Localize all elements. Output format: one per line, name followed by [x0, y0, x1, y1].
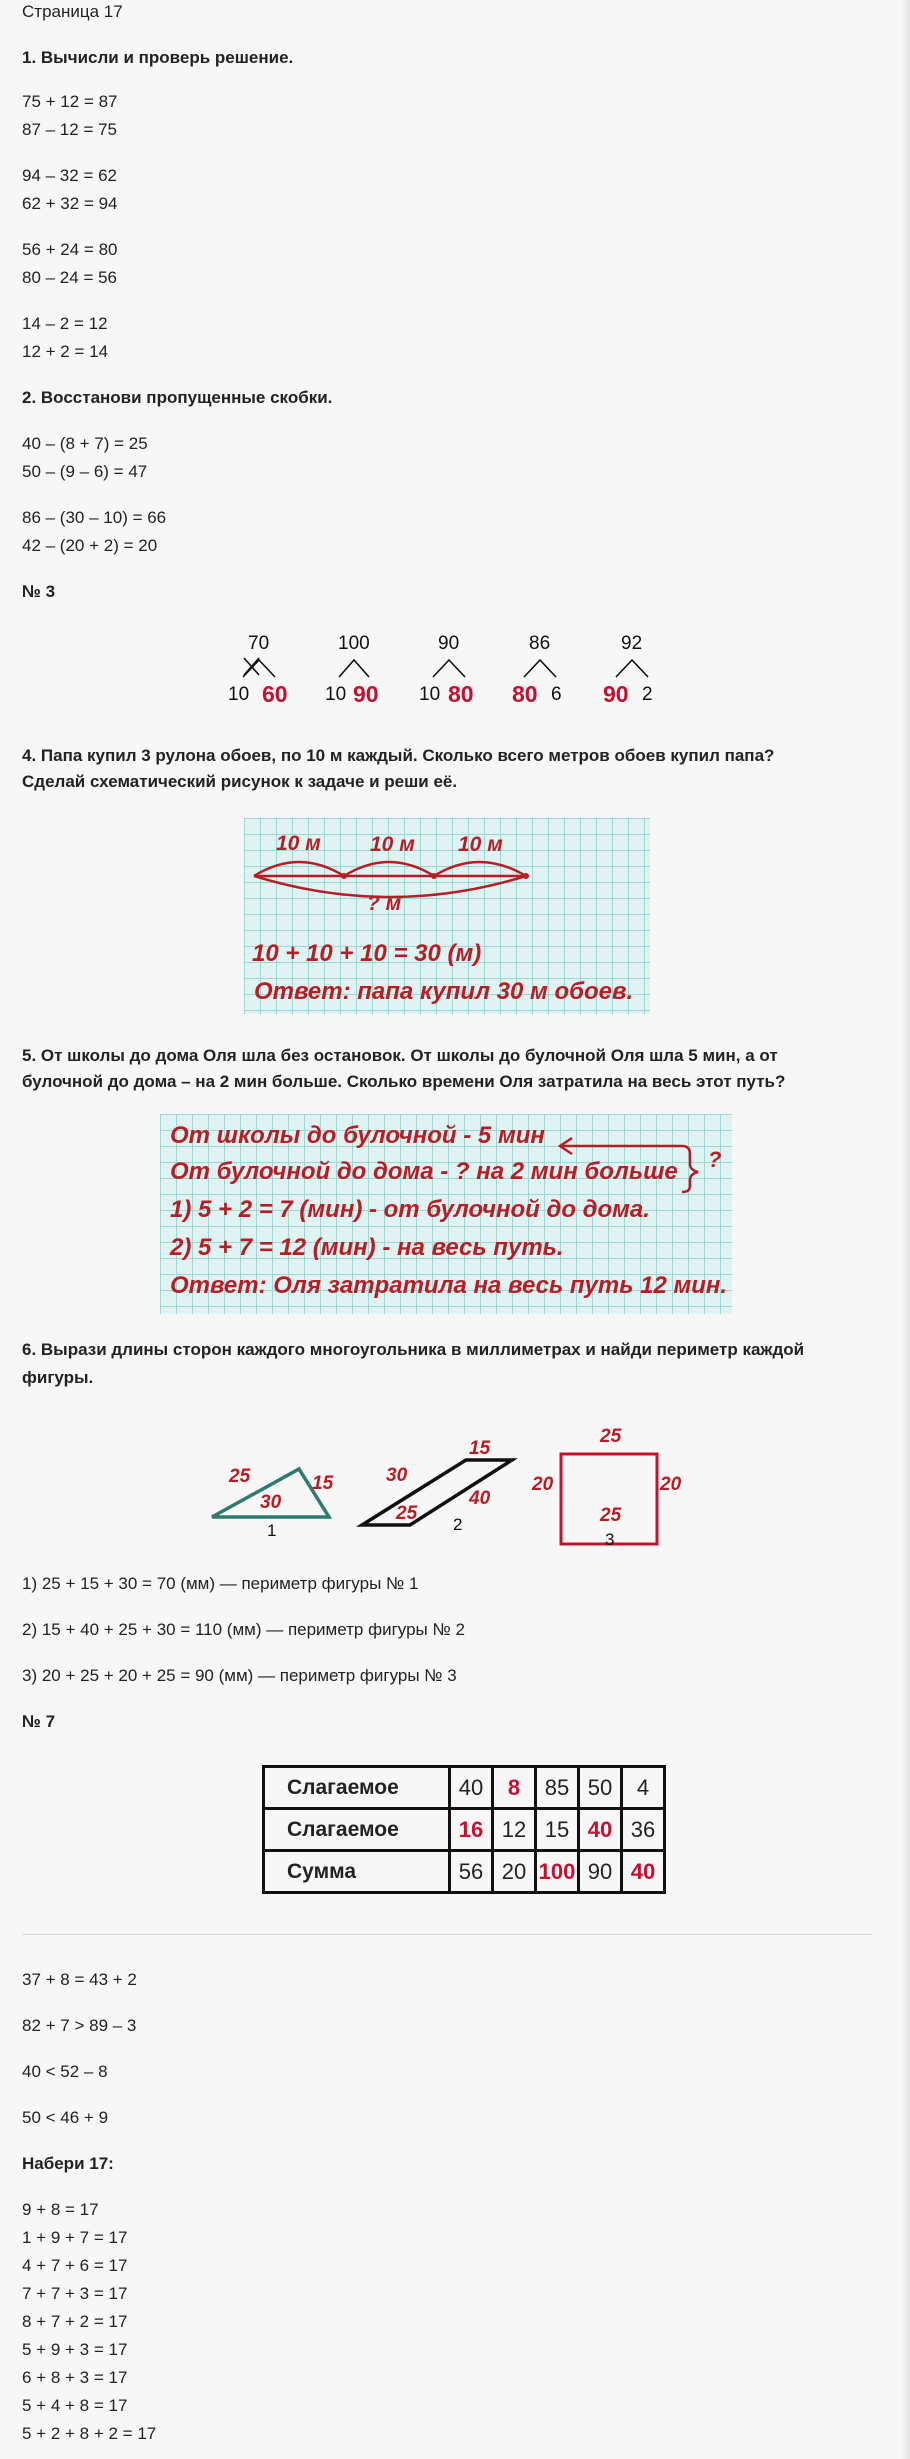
task5-line: 2) 5 + 7 = 12 (мин) - на весь путь.	[170, 1234, 564, 1261]
task2-line: 40 – (8 + 7) = 25	[22, 434, 148, 453]
tree-right: 60	[262, 681, 288, 707]
task6-result: 1) 25 + 15 + 30 = 70 (мм) — периметр фигуры № 1	[22, 1574, 419, 1593]
tree-branches	[0, 0, 910, 720]
task6-result: 3) 20 + 25 + 20 + 25 = 90 (мм) — периметр фигуры № 3	[22, 1666, 457, 1685]
tree-branch	[339, 660, 369, 677]
task5-line: От булочной до дома - ? на 2 мин больше	[170, 1158, 678, 1185]
task1-line: 80 – 24 = 56	[22, 268, 118, 287]
table-cell: 40	[450, 1767, 493, 1809]
scheme-label: 10 м	[276, 832, 321, 855]
task3-heading: № 3	[22, 582, 56, 601]
table-row	[264, 1851, 665, 1893]
table-cell: 40	[579, 1809, 622, 1851]
rectangle-side: 25	[600, 1426, 622, 1447]
triangle-side: 15	[312, 1473, 334, 1494]
tree-top: 70	[248, 633, 270, 654]
parallelogram-side: 25	[396, 1503, 418, 1524]
table-cell: 40	[622, 1851, 665, 1893]
brace	[682, 1146, 698, 1192]
tree-left: 80	[512, 681, 538, 707]
triangle-side: 30	[260, 1492, 282, 1513]
rectangle-label: 3	[605, 1530, 615, 1549]
compare-line: 82 + 7 > 89 – 3	[22, 2016, 137, 2035]
page-title: Страница 17	[22, 2, 123, 21]
task6-heading: 6. Вырази длины сторон каждого многоугольника в миллиметрах и найди периметр каждой	[22, 1340, 805, 1359]
task2-line: 42 – (20 + 2) = 20	[22, 536, 158, 555]
task4-solution: 10 + 10 + 10 = 30 (м)	[252, 940, 482, 967]
page-edge-shadow	[902, 0, 910, 2459]
tree-left: 10	[325, 684, 347, 705]
tree-left: 10	[228, 684, 250, 705]
task5-heading: 5. От школы до дома Оля шла без остановок. От школы до булочной Оля шла 5 мин, а от	[22, 1046, 778, 1065]
task1-line: 87 – 12 = 75	[22, 120, 118, 139]
tree-left: 90	[603, 681, 629, 707]
compare-line: 50 < 46 + 9	[22, 2108, 109, 2127]
task17-line: 4 + 7 + 6 = 17	[22, 2256, 128, 2275]
task2-line: 86 – (30 – 10) = 66	[22, 508, 167, 527]
task5-heading: булочной до дома – на 2 мин больше. Сколько времени Оля затратила на весь этот путь?	[22, 1072, 786, 1091]
tree-branch	[243, 660, 275, 677]
scheme-point	[431, 873, 437, 879]
task17-line: 7 + 7 + 3 = 17	[22, 2284, 128, 2303]
task1-line: 94 – 32 = 62	[22, 166, 118, 185]
brace-label: ?	[708, 1147, 722, 1172]
scheme-arc	[344, 862, 434, 876]
table-cell: 12	[493, 1809, 536, 1851]
row-header: Слагаемое	[264, 1809, 450, 1851]
tree-right: 2	[642, 684, 653, 705]
task17-heading: Набери 17:	[22, 2154, 114, 2173]
table-cell: 90	[579, 1851, 622, 1893]
task5-line: Ответ: Оля затратила на весь путь 12 мин.	[170, 1272, 728, 1299]
row-header: Сумма	[264, 1851, 450, 1893]
tree-top: 90	[438, 633, 460, 654]
task1-line: 75 + 12 = 87	[22, 92, 118, 111]
task5-line: 1) 5 + 2 = 7 (мин) - от булочной до дома.	[170, 1196, 650, 1223]
scheme-total-label: ? м	[367, 892, 402, 915]
scheme-point	[523, 873, 529, 879]
scheme-arc	[434, 862, 526, 876]
tree-left: 10	[419, 684, 441, 705]
polygons	[0, 1420, 910, 1560]
table-cell: 36	[622, 1809, 665, 1851]
task1-line: 14 – 2 = 12	[22, 314, 108, 333]
task2-heading: 2. Восстанови пропущенные скобки.	[22, 388, 333, 407]
tree-top: 100	[338, 633, 370, 654]
tree-right: 90	[353, 681, 379, 707]
tree-top: 92	[621, 633, 643, 654]
task17-line: 5 + 9 + 3 = 17	[22, 2340, 128, 2359]
section-divider	[22, 1934, 872, 1935]
scheme-arc	[254, 862, 344, 876]
task4-heading: 4. Папа купил 3 рулона обоев, по 10 м каждый. Сколько всего метров обоев купил папа?	[22, 746, 775, 765]
task1-line: 56 + 24 = 80	[22, 240, 118, 259]
table-cell: 85	[536, 1767, 579, 1809]
table-row	[264, 1809, 665, 1851]
parallelogram-label: 2	[453, 1515, 463, 1534]
rectangle-side: 20	[532, 1474, 554, 1495]
task17-line: 9 + 8 = 17	[22, 2200, 99, 2219]
task4-answer: Ответ: папа купил 30 м обоев.	[254, 978, 634, 1005]
scheme-point	[341, 873, 347, 879]
task5-line: От школы до булочной - 5 мин	[170, 1122, 545, 1149]
triangle-side: 25	[229, 1466, 251, 1487]
scheme-label: 10 м	[370, 833, 415, 856]
task17-line: 6 + 8 + 3 = 17	[22, 2368, 128, 2387]
triangle-label: 1	[267, 1521, 277, 1540]
table-cell: 56	[450, 1851, 493, 1893]
task17-line: 8 + 7 + 2 = 17	[22, 2312, 128, 2331]
addition-table	[262, 1765, 666, 1894]
tree-branch	[433, 660, 465, 677]
row-header: Слагаемое	[264, 1767, 450, 1809]
rectangle-side: 20	[660, 1474, 682, 1495]
task4-heading: Сделай схематический рисунок к задаче и реши её.	[22, 772, 458, 791]
task1-line: 12 + 2 = 14	[22, 342, 109, 361]
task17-line: 5 + 2 + 8 + 2 = 17	[22, 2424, 157, 2443]
compare-line: 40 < 52 – 8	[22, 2062, 108, 2081]
table-cell: 100	[536, 1851, 579, 1893]
task1-heading: 1. Вычисли и проверь решение.	[22, 48, 294, 67]
table-row	[264, 1767, 665, 1809]
table-cell: 20	[493, 1851, 536, 1893]
tree-branch	[524, 660, 556, 677]
task6-result: 2) 15 + 40 + 25 + 30 = 110 (мм) — периметр фигуры № 2	[22, 1620, 465, 1639]
table-cell: 4	[622, 1767, 665, 1809]
tree-right: 80	[448, 681, 474, 707]
rectangle-side: 25	[600, 1505, 622, 1526]
table-cell: 8	[493, 1767, 536, 1809]
task1-line: 62 + 32 = 94	[22, 194, 118, 213]
table-cell: 15	[536, 1809, 579, 1851]
parallelogram-side: 15	[469, 1438, 491, 1459]
parallelogram-side: 40	[469, 1488, 491, 1509]
table-cell: 16	[450, 1809, 493, 1851]
task17-line: 1 + 9 + 7 = 17	[22, 2228, 128, 2247]
scheme-label: 10 м	[458, 833, 503, 856]
task7-heading: № 7	[22, 1712, 56, 1731]
table-cell: 50	[579, 1767, 622, 1809]
tree-top: 86	[529, 633, 551, 654]
parallelogram-side: 30	[386, 1465, 408, 1486]
task2-line: 50 – (9 – 6) = 47	[22, 462, 148, 481]
tree-branch	[616, 660, 648, 677]
compare-line: 37 + 8 = 43 + 2	[22, 1970, 137, 1989]
task6-heading: фигуры.	[22, 1368, 94, 1387]
task17-line: 5 + 4 + 8 = 17	[22, 2396, 128, 2415]
tree-right: 6	[551, 684, 562, 705]
